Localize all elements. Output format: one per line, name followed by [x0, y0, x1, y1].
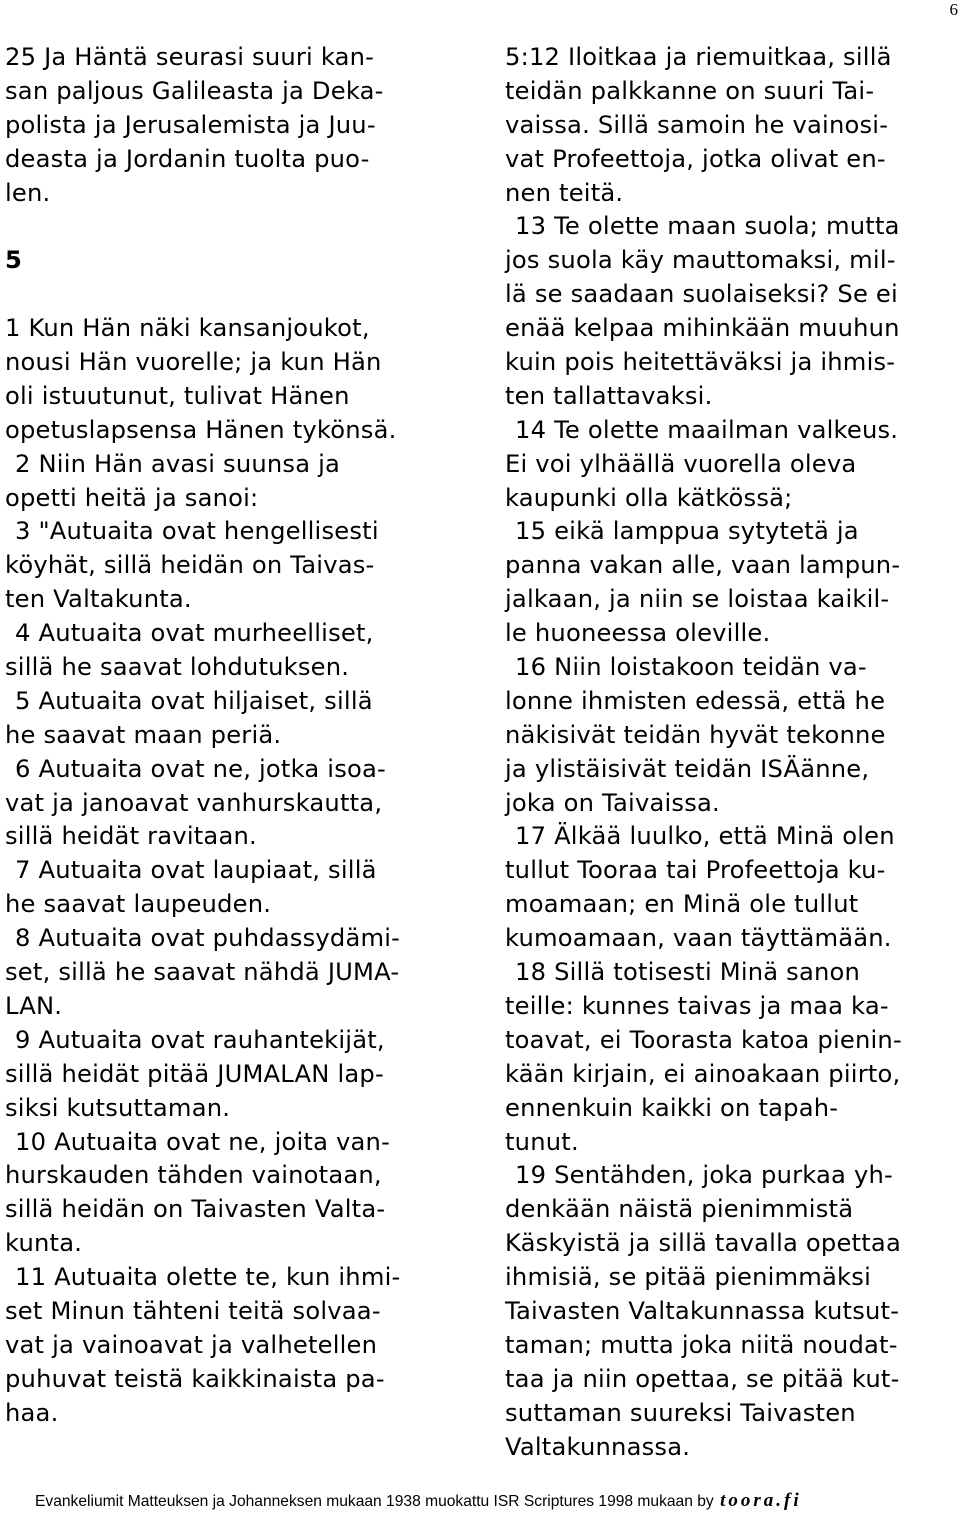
- paragraph-spacer: [5, 210, 475, 244]
- verse-line: sillä he saavat lohdutuksen.: [5, 653, 350, 682]
- verse-line: set Minun tähteni teitä solvaa-: [5, 1296, 381, 1325]
- verse-line: tullut Tooraa tai Profeettoja ku-: [505, 856, 886, 885]
- verse-line: len.: [5, 178, 51, 207]
- verse-line: ja ylistäisivät teidän ISÄänne,: [505, 754, 870, 783]
- verse-line: ten tallattavaksi.: [505, 381, 713, 410]
- verse-line: kumoamaan, vaan täyttämään.: [505, 924, 892, 953]
- verse-line: denkään näistä pienimmistä: [505, 1195, 854, 1224]
- verse-line: kaupunki olla kätkössä;: [505, 483, 793, 512]
- footer-brand: toora.fi: [720, 1490, 802, 1511]
- verse-line: 5:12 Iloitkaa ja riemuitkaa, sillä: [505, 43, 892, 71]
- verse: [505, 414, 960, 516]
- verse-line: 13 Te olette maan suola; mutta: [515, 212, 900, 241]
- verse-line: san paljous Galileasta ja Deka-: [5, 76, 384, 105]
- verse-line: sillä heidän on Taivasten Valta-: [5, 1195, 386, 1224]
- verse-line: 25 Ja Häntä seurasi suuri kan-: [5, 43, 375, 71]
- verse-line: Taivasten Valtakunnassa kutsut-: [505, 1296, 900, 1325]
- verse-line: vat ja janoavat vanhurskautta,: [5, 788, 383, 817]
- verse-line: set, sillä he saavat nähdä JUMA-: [5, 958, 400, 987]
- verse-line: opetuslapsensa Hänen tykönsä.: [5, 415, 397, 444]
- verse-line: 6 Autuaita ovat ne, jotka isoa-: [15, 754, 386, 783]
- verse-line: toavat, ei Toorasta katoa pienin-: [505, 1025, 902, 1054]
- verse: [5, 753, 475, 855]
- verse-line: kään kirjain, ei ainoakaan piirto,: [505, 1059, 901, 1088]
- verse: [5, 1261, 475, 1430]
- verse: [505, 1159, 960, 1464]
- verse: [5, 1126, 475, 1262]
- verse-line: he saavat laupeuden.: [5, 890, 272, 919]
- verse-line: nen teitä.: [505, 178, 624, 207]
- verse-line: ihmisiä, se pitää pienimmäksi: [505, 1263, 871, 1292]
- verse-line: suttaman suureksi Taivasten: [505, 1398, 856, 1427]
- verse: [505, 651, 960, 820]
- verse-line: 15 eikä lamppua sytytetä ja: [515, 517, 859, 546]
- verse-line: 10 Autuaita ovat ne, joita van-: [15, 1127, 391, 1156]
- paragraph-spacer: [5, 278, 475, 312]
- verse: [505, 956, 960, 1159]
- verse: [5, 854, 475, 922]
- page-footer: [35, 1492, 802, 1511]
- verse-line: le huoneessa oleville.: [505, 619, 771, 648]
- verse-line: panna vakan alle, vaan lampun-: [505, 551, 901, 580]
- verse: [505, 820, 960, 956]
- verse-line: oli istuutunut, tulivat Hänen: [5, 381, 350, 410]
- verse-line: joka on Taivaissa.: [505, 788, 720, 817]
- verse-line: nousi Hän vuorelle; ja kun Hän: [5, 348, 382, 377]
- verse-line: Käskyistä ja sillä tavalla opettaa: [505, 1229, 901, 1258]
- verse-line: lä se saadaan suolaiseksi? Se ei: [505, 280, 898, 309]
- verse-line: Valtakunnassa.: [505, 1432, 691, 1461]
- verse-line: 18 Sillä totisesti Minä sanon: [515, 958, 861, 987]
- verse-line: ennenkuin kaikki on tapah-: [505, 1093, 839, 1122]
- verse-line: 4 Autuaita ovat murheelliset,: [15, 619, 374, 648]
- verse-line: tunut.: [505, 1127, 579, 1156]
- verse-line: haa.: [5, 1398, 59, 1427]
- verse-line: LAN.: [5, 991, 63, 1020]
- verse-line: vaissa. Sillä samoin he vainosi-: [505, 110, 889, 139]
- verse: [5, 448, 475, 516]
- verse-line: 7 Autuaita ovat laupiaat, sillä: [15, 856, 377, 885]
- verse: [505, 210, 960, 413]
- verse-line: lonne ihmisten edessä, että he: [505, 686, 886, 715]
- verse: [505, 41, 960, 210]
- verse-line: taman; mutta joka niitä noudat-: [505, 1330, 898, 1359]
- verse: [5, 312, 475, 448]
- verse-line: ten Valtakunta.: [5, 585, 192, 614]
- verse-line: he saavat maan periä.: [5, 720, 282, 749]
- verse-line: vat Profeettoja, jotka olivat en-: [505, 144, 886, 173]
- verse-line: 5 Autuaita ovat hiljaiset, sillä: [15, 686, 373, 715]
- verse-line: 1 Kun Hän näki kansanjoukot,: [5, 314, 370, 343]
- verse-line: Ei voi ylhäällä vuorella oleva: [505, 449, 857, 478]
- verse-line: 11 Autuaita olette te, kun ihmi-: [15, 1263, 401, 1292]
- verse-line: jalkaan, ja niin se loistaa kaikil-: [505, 585, 890, 614]
- left-column: [5, 41, 475, 1431]
- verse: [505, 515, 960, 651]
- verse: [5, 685, 475, 753]
- verse-line: 8 Autuaita ovat puhdassydämi-: [15, 924, 401, 953]
- verse-line: kunta.: [5, 1229, 83, 1258]
- verse-line: siksi kutsuttaman.: [5, 1093, 231, 1122]
- verse: [5, 1024, 475, 1126]
- verse-line: sillä heidät pitää JUMALAN lap-: [5, 1059, 384, 1088]
- verse-line: jos suola käy mauttomaksi, mil-: [505, 246, 896, 275]
- chapter-heading: 5: [5, 246, 23, 275]
- footer-text: Evankeliumit Matteuksen ja Johanneksen mukaan 1938 muokattu ISR Scriptures 1998 mukaan by: [35, 1493, 714, 1510]
- verse-line: enää kelpaa mihinkään muuhun: [505, 314, 900, 343]
- verse-line: 16 Niin loistakoon teidän va-: [515, 653, 867, 682]
- verse-line: taa ja niin opettaa, se pitää kut-: [505, 1364, 900, 1393]
- verse-line: deasta ja Jordanin tuolta puo-: [5, 144, 370, 173]
- verse-line: 2 Niin Hän avasi suunsa ja: [15, 449, 341, 478]
- right-column: [505, 41, 960, 1464]
- verse-line: köyhät, sillä heidän on Taivas-: [5, 551, 375, 580]
- verse-line: teille: kunnes taivas ja maa ka-: [505, 991, 889, 1020]
- verse-line: teidän palkkanne on suuri Tai-: [505, 76, 875, 105]
- verse: [5, 617, 475, 685]
- verse-line: 14 Te olette maailman valkeus.: [515, 415, 899, 444]
- verse: [5, 922, 475, 1024]
- verse-line: näkisivät teidän hyvät tekonne: [505, 720, 886, 749]
- verse: [5, 41, 475, 210]
- verse: [5, 515, 475, 617]
- verse-line: opetti heitä ja sanoi:: [5, 483, 259, 512]
- verse-line: sillä heidät ravitaan.: [5, 822, 257, 851]
- verse-line: vat ja vainoavat ja valhetellen: [5, 1330, 378, 1359]
- verse-line: polista ja Jerusalemista ja Juu-: [5, 110, 376, 139]
- verse-line: 19 Sentähden, joka purkaa yh-: [515, 1161, 893, 1190]
- verse-line: hurskauden tähden vainotaan,: [5, 1161, 382, 1190]
- verse-line: puhuvat teistä kaikkinaista pa-: [5, 1364, 385, 1393]
- verse-line: 9 Autuaita ovat rauhantekijät,: [15, 1025, 385, 1054]
- verse-line: 3 "Autuaita ovat hengellisesti: [15, 517, 379, 546]
- verse-line: 17 Älkää luulko, että Minä olen: [515, 822, 895, 851]
- verse-line: moamaan; en Minä ole tullut: [505, 890, 859, 919]
- verse-line: kuin pois heitettäväksi ja ihmis-: [505, 348, 896, 377]
- page-number: 6: [949, 0, 958, 19]
